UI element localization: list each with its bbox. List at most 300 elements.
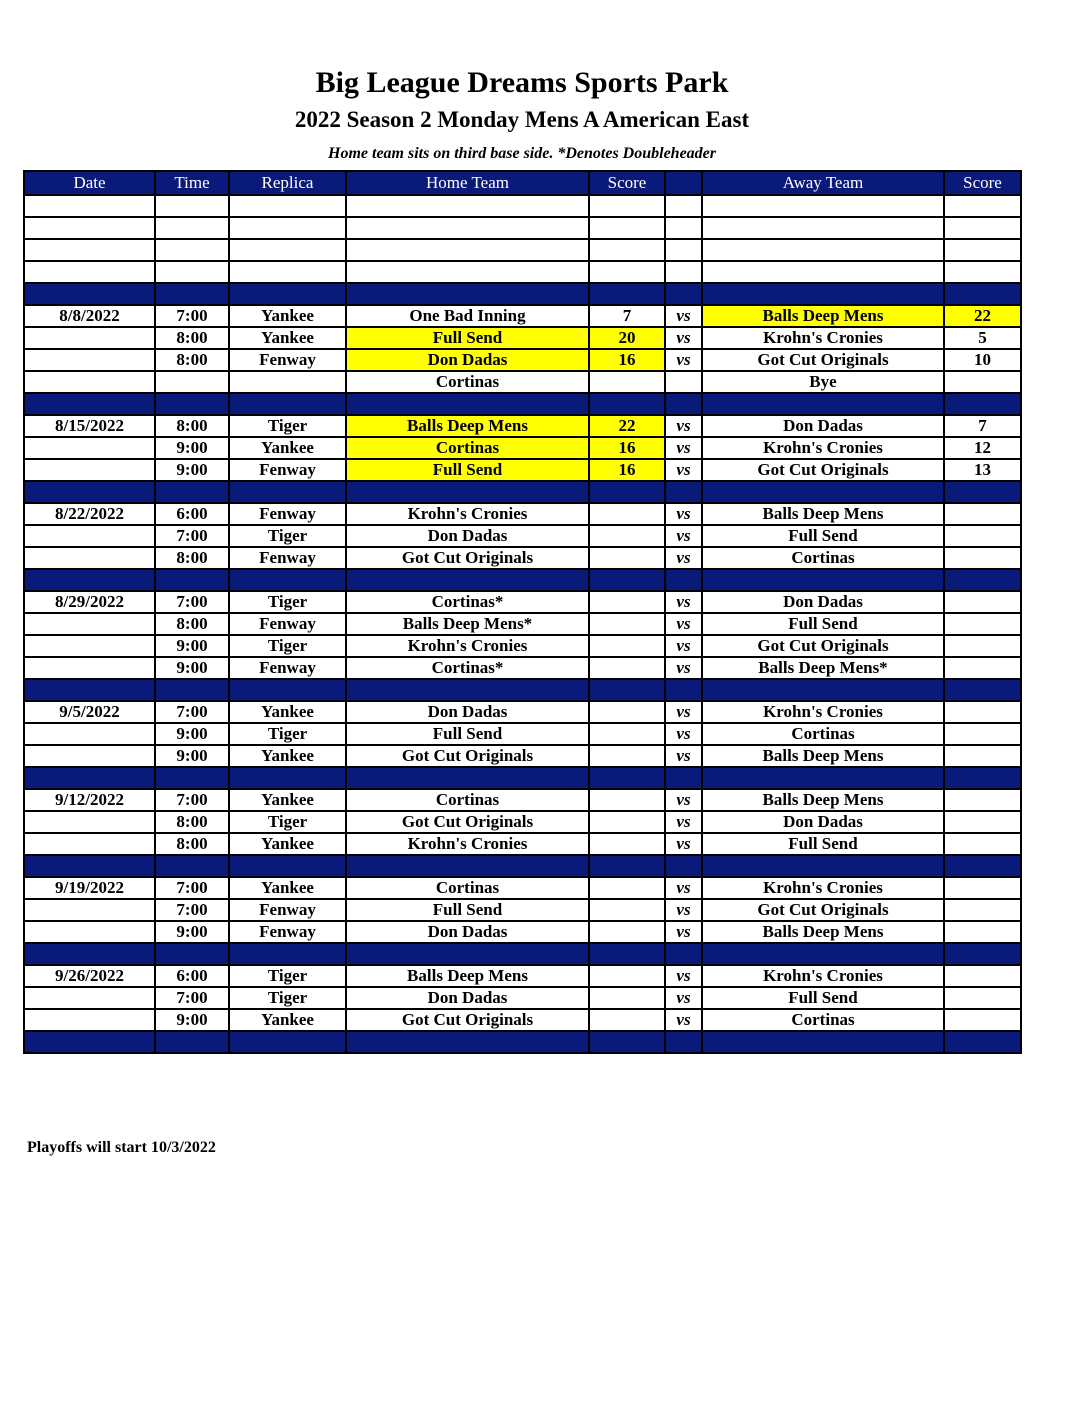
cell-away-score (944, 239, 1021, 261)
cell-home-score (589, 723, 665, 745)
cell-date (24, 547, 155, 569)
cell-time: 9:00 (155, 745, 229, 767)
cell-home-score (589, 217, 665, 239)
blank-row (24, 239, 1021, 261)
cell-replica: Yankee (229, 437, 346, 459)
cell-away (702, 217, 944, 239)
cell-home: Balls Deep Mens (346, 965, 589, 987)
cell-home (346, 283, 589, 305)
cell-vs: vs (665, 591, 702, 613)
cell-away: Krohn's Cronies (702, 437, 944, 459)
cell-vs: vs (665, 745, 702, 767)
cell-home (346, 261, 589, 283)
cell-away: Balls Deep Mens (702, 305, 944, 327)
cell-away-score: 10 (944, 349, 1021, 371)
cell-date: 8/15/2022 (24, 415, 155, 437)
cell-time: 9:00 (155, 459, 229, 481)
cell-replica: Tiger (229, 723, 346, 745)
cell-home (346, 217, 589, 239)
page-note: Home team sits on third base side. *Denotes Doubleheader (328, 145, 716, 162)
table-row (24, 371, 1021, 393)
cell-away: Krohn's Cronies (702, 327, 944, 349)
cell-away (702, 767, 944, 789)
cell-time (155, 767, 229, 789)
cell-home-score (589, 371, 665, 393)
cell-away: Krohn's Cronies (702, 877, 944, 899)
cell-home-score (589, 745, 665, 767)
cell-date (24, 657, 155, 679)
cell-replica: Tiger (229, 415, 346, 437)
cell-date (24, 459, 155, 481)
cell-away (702, 1031, 944, 1053)
cell-date (24, 217, 155, 239)
cell-vs (665, 569, 702, 591)
table-row (24, 789, 1021, 811)
col-header-home-score: Score (589, 171, 665, 195)
cell-time (155, 1031, 229, 1053)
cell-away-score (944, 261, 1021, 283)
cell-away-score (944, 591, 1021, 613)
cell-replica: Tiger (229, 987, 346, 1009)
cell-away-score (944, 811, 1021, 833)
cell-away-score (944, 635, 1021, 657)
cell-home-score (589, 481, 665, 503)
cell-home: Full Send (346, 723, 589, 745)
cell-home: Don Dadas (346, 987, 589, 1009)
cell-date (24, 833, 155, 855)
table-row (24, 525, 1021, 547)
cell-away: Cortinas (702, 547, 944, 569)
cell-home: Got Cut Originals (346, 547, 589, 569)
cell-away-score (944, 503, 1021, 525)
cell-vs (665, 195, 702, 217)
cell-time (155, 569, 229, 591)
cell-home: Balls Deep Mens (346, 415, 589, 437)
cell-away (702, 393, 944, 415)
cell-home: Got Cut Originals (346, 811, 589, 833)
cell-home-score (589, 657, 665, 679)
cell-away-score: 5 (944, 327, 1021, 349)
cell-date (24, 679, 155, 701)
cell-home-score: 16 (589, 349, 665, 371)
table-row (24, 437, 1021, 459)
cell-time: 7:00 (155, 525, 229, 547)
cell-home (346, 239, 589, 261)
cell-home-score (589, 921, 665, 943)
col-header-time: Time (155, 171, 229, 195)
table-row (24, 613, 1021, 635)
cell-home-score (589, 1031, 665, 1053)
cell-home-score (589, 899, 665, 921)
cell-vs: vs (665, 811, 702, 833)
cell-replica (229, 195, 346, 217)
table-row (24, 921, 1021, 943)
cell-time (155, 239, 229, 261)
cell-date (24, 613, 155, 635)
cell-away: Got Cut Originals (702, 635, 944, 657)
cell-time: 6:00 (155, 503, 229, 525)
cell-vs: vs (665, 657, 702, 679)
cell-replica: Yankee (229, 1009, 346, 1031)
cell-date (24, 745, 155, 767)
cell-home-score (589, 1009, 665, 1031)
cell-home-score (589, 613, 665, 635)
cell-date (24, 525, 155, 547)
table-row (24, 547, 1021, 569)
cell-replica (229, 239, 346, 261)
cell-home: One Bad Inning (346, 305, 589, 327)
cell-away-score (944, 283, 1021, 305)
table-row (24, 745, 1021, 767)
cell-vs: vs (665, 349, 702, 371)
schedule-table (23, 170, 1022, 1054)
table-row (24, 723, 1021, 745)
cell-vs: vs (665, 899, 702, 921)
cell-home-score (589, 789, 665, 811)
cell-home: Cortinas* (346, 591, 589, 613)
cell-home-score: 16 (589, 437, 665, 459)
cell-away-score: 7 (944, 415, 1021, 437)
col-header-away-team: Away Team (702, 171, 944, 195)
cell-away: Got Cut Originals (702, 349, 944, 371)
table-row (24, 701, 1021, 723)
table-row (24, 503, 1021, 525)
cell-away: Cortinas (702, 1009, 944, 1031)
cell-away: Balls Deep Mens (702, 921, 944, 943)
page-subtitle: 2022 Season 2 Monday Mens A American East (294, 107, 750, 132)
col-header-home-team: Home Team (346, 171, 589, 195)
week-separator-row (24, 283, 1021, 305)
cell-vs (665, 283, 702, 305)
cell-away-score: 13 (944, 459, 1021, 481)
cell-away-score (944, 965, 1021, 987)
cell-replica: Yankee (229, 745, 346, 767)
cell-home-score (589, 701, 665, 723)
cell-away-score: 22 (944, 305, 1021, 327)
cell-away (702, 195, 944, 217)
cell-home (346, 679, 589, 701)
cell-home-score (589, 679, 665, 701)
table-row (24, 833, 1021, 855)
cell-home: Cortinas (346, 789, 589, 811)
cell-home (346, 393, 589, 415)
cell-time (155, 261, 229, 283)
cell-date (24, 1009, 155, 1031)
cell-home-score (589, 767, 665, 789)
cell-away: Krohn's Cronies (702, 701, 944, 723)
cell-time: 7:00 (155, 899, 229, 921)
week-separator-row (24, 943, 1021, 965)
cell-away: Full Send (702, 987, 944, 1009)
cell-time: 8:00 (155, 327, 229, 349)
cell-away-score (944, 899, 1021, 921)
cell-away-score (944, 921, 1021, 943)
cell-home: Don Dadas (346, 701, 589, 723)
cell-away: Don Dadas (702, 811, 944, 833)
cell-away: Full Send (702, 613, 944, 635)
header-row (24, 171, 1021, 195)
cell-home: Balls Deep Mens* (346, 613, 589, 635)
cell-away-score (944, 987, 1021, 1009)
table-row (24, 635, 1021, 657)
cell-vs: vs (665, 547, 702, 569)
cell-home: Cortinas (346, 437, 589, 459)
cell-vs: vs (665, 701, 702, 723)
cell-date (24, 943, 155, 965)
table-row (24, 899, 1021, 921)
cell-away: Full Send (702, 833, 944, 855)
cell-date: 8/8/2022 (24, 305, 155, 327)
cell-time: 8:00 (155, 613, 229, 635)
cell-time (155, 679, 229, 701)
blank-row (24, 217, 1021, 239)
cell-vs: vs (665, 437, 702, 459)
week-separator-row (24, 679, 1021, 701)
cell-replica: Yankee (229, 789, 346, 811)
cell-home-score (589, 239, 665, 261)
cell-away-score (944, 657, 1021, 679)
table-row (24, 591, 1021, 613)
cell-home-score (589, 987, 665, 1009)
week-separator-row (24, 1031, 1021, 1053)
cell-home: Cortinas (346, 371, 589, 393)
cell-vs: vs (665, 921, 702, 943)
cell-time: 7:00 (155, 877, 229, 899)
table-row (24, 415, 1021, 437)
cell-time (155, 393, 229, 415)
cell-away-score (944, 1009, 1021, 1031)
cell-vs (665, 1031, 702, 1053)
table-row (24, 349, 1021, 371)
cell-home (346, 855, 589, 877)
cell-date (24, 437, 155, 459)
col-header-vs (665, 171, 702, 195)
cell-away-score (944, 481, 1021, 503)
cell-away: Balls Deep Mens (702, 745, 944, 767)
cell-away-score (944, 877, 1021, 899)
cell-home-score (589, 877, 665, 899)
cell-time: 9:00 (155, 1009, 229, 1031)
cell-away-score (944, 393, 1021, 415)
cell-replica: Tiger (229, 591, 346, 613)
cell-date (24, 723, 155, 745)
cell-date (24, 349, 155, 371)
cell-time: 9:00 (155, 921, 229, 943)
cell-away-score (944, 943, 1021, 965)
cell-away-score (944, 525, 1021, 547)
cell-replica: Yankee (229, 701, 346, 723)
footer-note: Playoffs will start 10/3/2022 (27, 1139, 216, 1156)
cell-time (155, 481, 229, 503)
cell-time: 8:00 (155, 811, 229, 833)
blank-row (24, 261, 1021, 283)
cell-date: 9/12/2022 (24, 789, 155, 811)
cell-home (346, 195, 589, 217)
cell-replica (229, 261, 346, 283)
table-row (24, 327, 1021, 349)
cell-home (346, 943, 589, 965)
cell-replica: Yankee (229, 833, 346, 855)
cell-home-score: 16 (589, 459, 665, 481)
cell-date (24, 327, 155, 349)
cell-home: Got Cut Originals (346, 745, 589, 767)
cell-home-score (589, 283, 665, 305)
cell-replica (229, 393, 346, 415)
week-separator-row (24, 855, 1021, 877)
cell-vs (665, 371, 702, 393)
cell-date (24, 1031, 155, 1053)
cell-replica: Tiger (229, 635, 346, 657)
cell-time: 7:00 (155, 305, 229, 327)
cell-away-score (944, 789, 1021, 811)
cell-home-score (589, 547, 665, 569)
cell-away: Got Cut Originals (702, 459, 944, 481)
cell-away: Don Dadas (702, 415, 944, 437)
cell-home: Full Send (346, 327, 589, 349)
cell-away (702, 239, 944, 261)
cell-away-score (944, 679, 1021, 701)
cell-away-score (944, 833, 1021, 855)
cell-time: 8:00 (155, 349, 229, 371)
cell-away-score (944, 547, 1021, 569)
cell-vs (665, 767, 702, 789)
cell-time: 7:00 (155, 701, 229, 723)
cell-away (702, 481, 944, 503)
cell-away-score (944, 569, 1021, 591)
cell-replica (229, 569, 346, 591)
cell-date: 8/22/2022 (24, 503, 155, 525)
cell-date: 8/29/2022 (24, 591, 155, 613)
cell-date (24, 481, 155, 503)
cell-time: 7:00 (155, 789, 229, 811)
cell-vs: vs (665, 613, 702, 635)
week-separator-row (24, 481, 1021, 503)
cell-date (24, 899, 155, 921)
cell-time: 6:00 (155, 965, 229, 987)
cell-vs: vs (665, 525, 702, 547)
cell-vs (665, 393, 702, 415)
cell-replica (229, 679, 346, 701)
cell-home (346, 569, 589, 591)
cell-vs (665, 217, 702, 239)
cell-away-score (944, 613, 1021, 635)
week-separator-row (24, 393, 1021, 415)
col-header-date: Date (24, 171, 155, 195)
cell-date: 9/26/2022 (24, 965, 155, 987)
cell-home-score (589, 965, 665, 987)
col-header-replica: Replica (229, 171, 346, 195)
cell-time: 9:00 (155, 723, 229, 745)
cell-home: Cortinas* (346, 657, 589, 679)
cell-replica: Fenway (229, 503, 346, 525)
cell-time: 9:00 (155, 635, 229, 657)
cell-home-score (589, 591, 665, 613)
cell-date: 9/5/2022 (24, 701, 155, 723)
cell-date (24, 811, 155, 833)
cell-home-score (589, 855, 665, 877)
cell-vs: vs (665, 459, 702, 481)
cell-home: Don Dadas (346, 921, 589, 943)
cell-date (24, 635, 155, 657)
table-row (24, 877, 1021, 899)
cell-date (24, 261, 155, 283)
cell-home: Full Send (346, 459, 589, 481)
cell-vs: vs (665, 503, 702, 525)
cell-time: 8:00 (155, 547, 229, 569)
cell-away-score: 12 (944, 437, 1021, 459)
cell-away: Balls Deep Mens (702, 789, 944, 811)
table-row (24, 657, 1021, 679)
cell-time (155, 283, 229, 305)
cell-date (24, 855, 155, 877)
cell-home-score (589, 393, 665, 415)
cell-home-score (589, 195, 665, 217)
cell-home (346, 481, 589, 503)
cell-replica: Fenway (229, 657, 346, 679)
cell-home: Krohn's Cronies (346, 833, 589, 855)
cell-away (702, 679, 944, 701)
cell-away-score (944, 745, 1021, 767)
cell-home-score (589, 525, 665, 547)
cell-time (155, 855, 229, 877)
cell-replica (229, 283, 346, 305)
cell-replica (229, 371, 346, 393)
table-row (24, 1009, 1021, 1031)
cell-date (24, 239, 155, 261)
cell-date (24, 195, 155, 217)
cell-home-score (589, 503, 665, 525)
cell-vs: vs (665, 987, 702, 1009)
cell-replica: Tiger (229, 965, 346, 987)
cell-replica (229, 217, 346, 239)
cell-time: 7:00 (155, 987, 229, 1009)
cell-replica: Yankee (229, 327, 346, 349)
cell-replica (229, 767, 346, 789)
cell-vs: vs (665, 723, 702, 745)
week-separator-row (24, 767, 1021, 789)
cell-replica: Fenway (229, 613, 346, 635)
cell-replica: Fenway (229, 921, 346, 943)
cell-away (702, 283, 944, 305)
cell-away: Cortinas (702, 723, 944, 745)
cell-home-score: 7 (589, 305, 665, 327)
cell-vs: vs (665, 877, 702, 899)
cell-home-score (589, 569, 665, 591)
cell-away (702, 855, 944, 877)
table-row (24, 305, 1021, 327)
cell-away-score (944, 217, 1021, 239)
page-title: Big League Dreams Sports Park (315, 66, 729, 99)
cell-away: Don Dadas (702, 591, 944, 613)
cell-date (24, 283, 155, 305)
cell-vs (665, 239, 702, 261)
cell-vs: vs (665, 789, 702, 811)
cell-date (24, 987, 155, 1009)
cell-replica: Fenway (229, 547, 346, 569)
cell-home-score (589, 943, 665, 965)
cell-home: Got Cut Originals (346, 1009, 589, 1031)
cell-date (24, 393, 155, 415)
cell-vs: vs (665, 327, 702, 349)
cell-time (155, 943, 229, 965)
cell-replica (229, 481, 346, 503)
col-header-away-score: Score (944, 171, 1021, 195)
cell-time: 8:00 (155, 833, 229, 855)
cell-away (702, 569, 944, 591)
cell-replica: Fenway (229, 899, 346, 921)
cell-away: Got Cut Originals (702, 899, 944, 921)
cell-home: Krohn's Cronies (346, 635, 589, 657)
